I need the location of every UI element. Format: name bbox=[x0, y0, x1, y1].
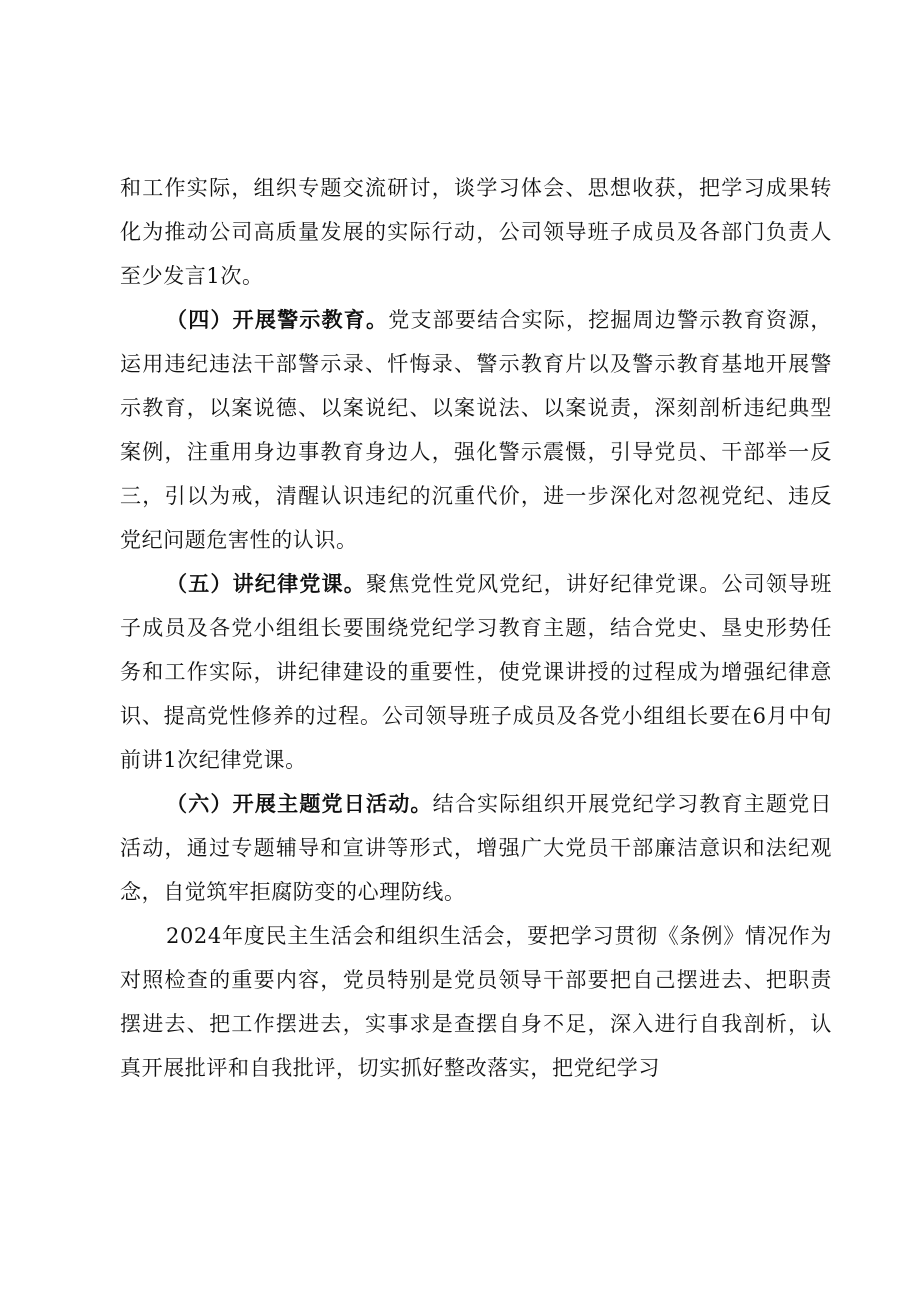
document-page bbox=[120, 166, 832, 1166]
paragraph-party-day bbox=[120, 782, 832, 914]
section-heading: （四）开展警示教育。 bbox=[166, 308, 389, 332]
paragraph-discipline-lecture bbox=[120, 562, 832, 782]
paragraph-continuation bbox=[120, 166, 832, 298]
paragraph-body: 2024年度民主生活会和组织生活会，要把学习贯彻《条例》情况作为对照检查的重要内容，党员特别是党员领导干部要把自己摆进去、把职责摆进去、把工作摆进去，实事求是查摆自身不足，深入进行自我剖析，认真开展批评和自我批评，切实抓好整改落实，把党纪学习 bbox=[120, 924, 832, 1080]
section-heading: （六）开展主题党日活动。 bbox=[166, 792, 433, 816]
paragraph-body: 聚焦党性党风党纪，讲好纪律党课。公司领导班子成员及各党小组组长要围绕党纪学习教育主题，结合党史、垦史形势任务和工作实际，讲纪律建设的重要性，使党课讲授的过程成为增强纪律意识、提高党性修养的过程。公司领导班子成员及各党小组组长要在6月中旬前讲1次纪律党课。 bbox=[120, 572, 832, 772]
paragraph-life-meeting bbox=[120, 914, 832, 1090]
paragraph-body: 党支部要结合实际，挖掘周边警示教育资源，运用违纪违法干部警示录、忏悔录、警示教育片以及警示教育基地开展警示教育，以案说德、以案说纪、以案说法、以案说责，深刻剖析违纪典型案例，注重用身边事教育身边人，强化警示震慑，引导党员、干部举一反三，引以为戒，清醒认识违纪的沉重代价，进一步深化对忽视党纪、违反党纪问题危害性的认识。 bbox=[120, 308, 833, 552]
paragraph-body: 和工作实际，组织专题交流研讨，谈学习体会、思想收获，把学习成果转化为推动公司高质量发展的实际行动，公司领导班子成员及各部门负责人至少发言1次。 bbox=[120, 176, 832, 288]
section-heading: （五）讲纪律党课。 bbox=[166, 572, 366, 596]
paragraph-body: 结合实际组织开展党纪学习教育主题党日活动，通过专题辅导和宣讲等形式，增强广大党员干部廉洁意识和法纪观念，自觉筑牢拒腐防变的心理防线。 bbox=[120, 792, 832, 904]
paragraph-warning-education bbox=[120, 298, 832, 562]
